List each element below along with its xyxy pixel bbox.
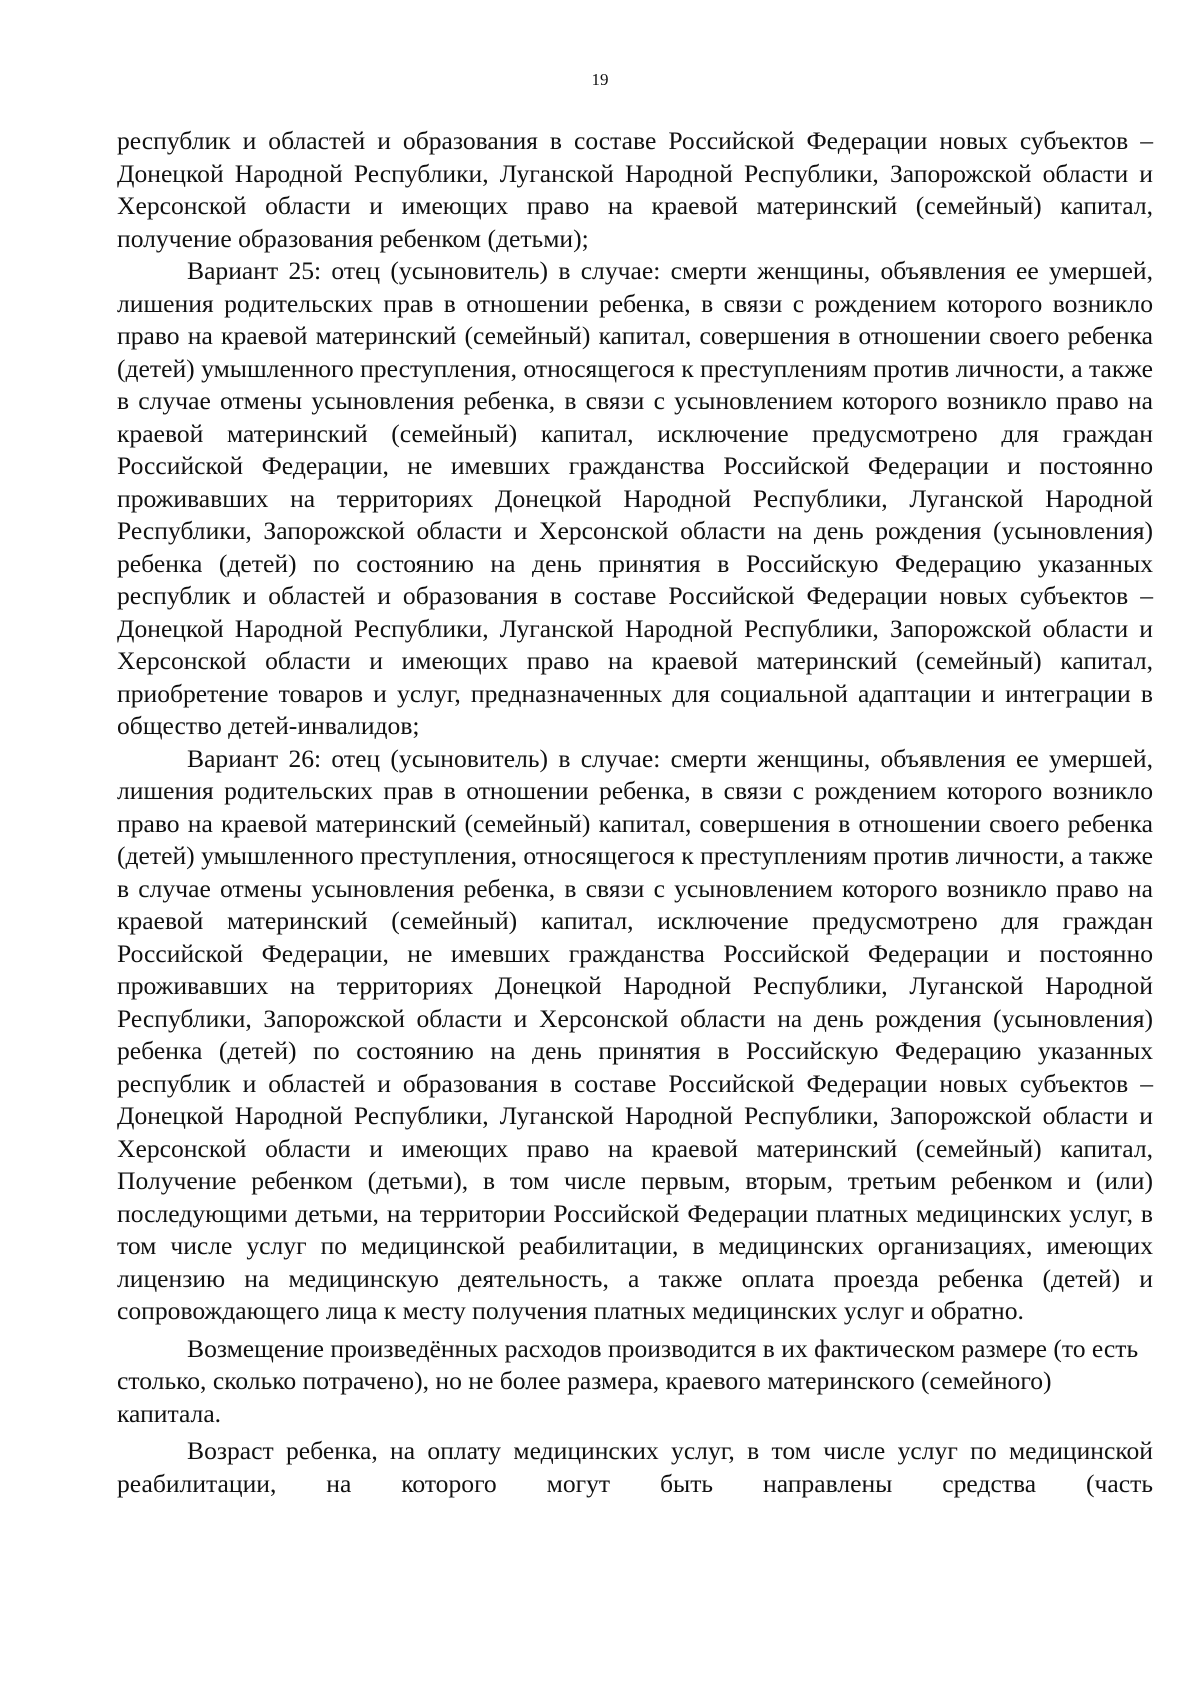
paragraph-reimbursement: Возмещение произведённых расходов производится в их фактическом размере (то есть столько, сколько потрачено), но не более размера, краевого материнского (семейного) капитала. xyxy=(117,1333,1139,1428)
paragraph-variant-25: Вариант 25: отец (усыновитель) в случае: смерти женщины, объявления ее умершей, лишения родительских прав в отношении ребенка, в связи с рождением которого возникло право на краевой материнский (семейный) капитал, совершения в отношении своего ребенка (детей) умышленного преступления, относящегося к преступлениям против личности, а также в случае отмены усыновления ребенка, в связи с усыновлением которого возникло право на краевой материнский (семейный) капитал, исключение предусмотрено для граждан Российской Федерации, не имевших гражданства Российской Федерации и постоянно проживавших на территориях Донецкой Народной Республики, Луганской Народной Республики, Запорожской области и Херсонской области на день рождения (усыновления) ребенка (детей) по состоянию на день принятия в Российскую Федерацию указанных республик и областей и образования в составе Российской Федерации новых субъектов – Донецкой Народной Республики, Луганской Народной Республики, Запорожской области и Херсонской области и имеющих право на краевой материнский (семейный) капитал, приобретение товаров и услуг, предназначенных для социальной адаптации и интеграции в общество детей-инвалидов; xyxy=(117,256,1153,740)
document-body xyxy=(117,125,1153,1500)
paragraph-child-age: Возраст ребенка, на оплату медицинских услуг, в том числе услуг по медицинской реабилитации, на которого могут быть направлены средства (часть xyxy=(117,1436,1153,1498)
paragraph-variant-26: Вариант 26: отец (усыновитель) в случае: смерти женщины, объявления ее умершей, лишения родительских прав в отношении ребенка, в связи с рождением которого возникло право на краевой материнский (семейный) капитал, совершения в отношении своего ребенка (детей) умышленного преступления, относящегося к преступлениям против личности, а также в случае отмены усыновления ребенка, в связи с усыновлением которого возникло право на краевой материнский (семейный) капитал, исключение предусмотрено для граждан Российской Федерации, не имевших гражданства Российской Федерации и постоянно проживавших на территориях Донецкой Народной Республики, Луганской Народной Республики, Запорожской области и Херсонской области на день рождения (усыновления) ребенка (детей) по состоянию на день принятия в Российскую Федерацию указанных республик и областей и образования в составе Российской Федерации новых субъектов – Донецкой Народной Республики, Луганской Народной Республики, Запорожской области и Херсонской области и имеющих право на краевой материнский (семейный) капитал, Получение ребенком (детьми), в том числе первым, вторым, третьим ребенком и (или) последующими детьми, на территории Российской Федерации платных медицинских услуг, в том числе услуг по медицинской реабилитации, в медицинских организациях, имеющих лицензию на медицинскую деятельность, а также оплата проезда ребенка (детей) и сопровождающего лица к месту получения платных медицинских услуг и обратно. xyxy=(117,743,1153,1325)
page-number: 19 xyxy=(591,70,609,89)
paragraph-continuation: республик и областей и образования в составе Российской Федерации новых субъектов – Донецкой Народной Республики, Луганской Народной Республики, Запорожской области и Херсонской области и имеющих право на краевой материнский (семейный) капитал, получение образования ребенком (детьми); xyxy=(117,126,1153,253)
